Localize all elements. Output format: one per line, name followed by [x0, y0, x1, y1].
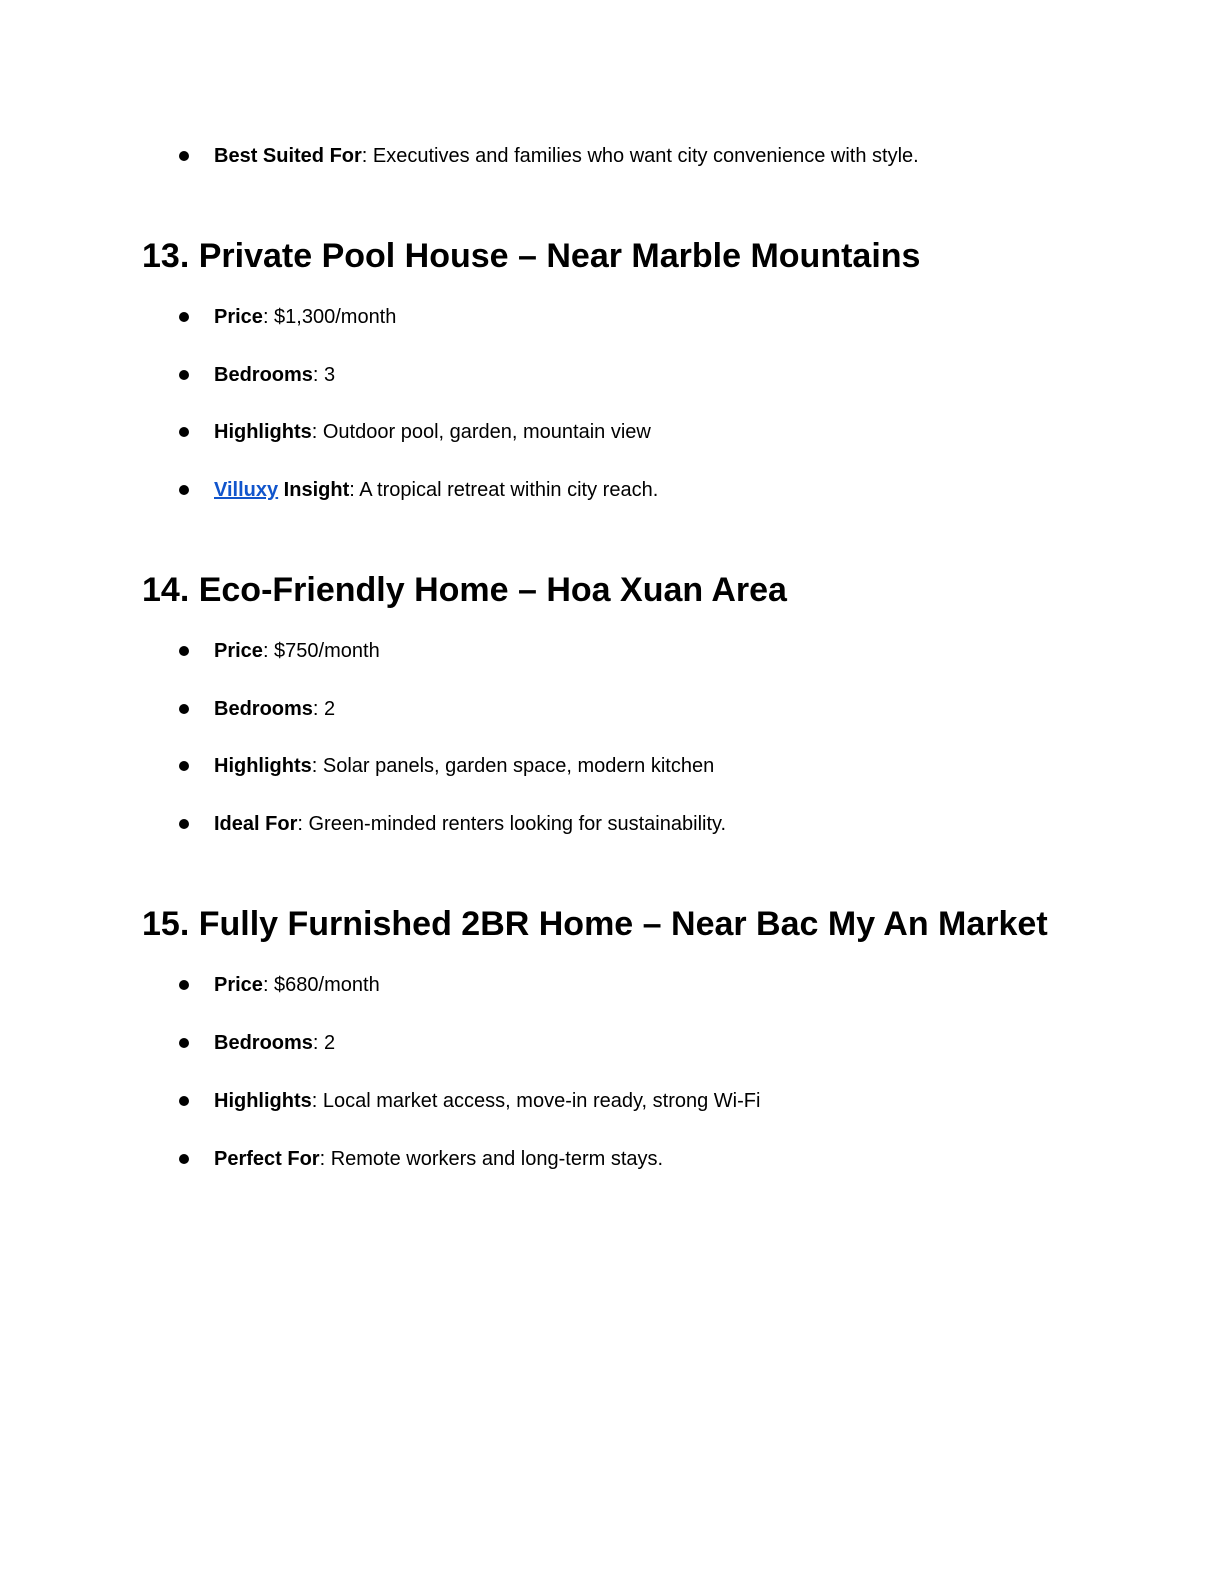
list-item-text [214, 752, 714, 780]
item-value: : $1,300/month [262, 306, 397, 328]
item-value: : 3 [312, 364, 336, 386]
bullet-icon [179, 646, 189, 656]
bullet-icon [179, 485, 189, 495]
item-label: Best Suited For [214, 145, 362, 167]
item-label: Price [214, 974, 263, 996]
item-label: Highlights [214, 421, 312, 443]
bullet-icon [179, 370, 189, 380]
item-value: : Executives and families who want city convenience with style. [361, 145, 919, 167]
item-value: : Green-minded renters looking for sustainability. [297, 813, 727, 835]
bullet-icon [179, 1038, 189, 1048]
bullet-icon [179, 1096, 189, 1106]
item-label: Highlights [214, 755, 312, 777]
item-label: Perfect For [214, 1148, 320, 1170]
section-heading-13: 13. Private Pool House – Near Marble Mountains [142, 237, 921, 275]
bullet-icon [179, 312, 189, 322]
item-value: : 2 [312, 698, 336, 720]
item-label: Price [214, 306, 263, 328]
list-item-text [214, 1145, 663, 1173]
villuxy-link[interactable]: Villuxy [214, 479, 279, 501]
bullet-icon [179, 761, 189, 771]
list-item-text [214, 695, 335, 723]
item-value: : $750/month [262, 640, 380, 662]
item-label: Bedrooms [214, 364, 313, 386]
list-item-text [214, 971, 380, 999]
bullet-icon [179, 704, 189, 714]
item-value: : Outdoor pool, garden, mountain view [311, 421, 651, 443]
item-value: : Remote workers and long-term stays. [319, 1148, 664, 1170]
section-heading-15: 15. Fully Furnished 2BR Home – Near Bac My An Market [142, 905, 1048, 943]
list-item-text [214, 637, 380, 665]
item-label: Bedrooms [214, 698, 313, 720]
list-item-text [214, 1087, 760, 1115]
bullet-icon [179, 151, 189, 161]
list-item-text [214, 1029, 335, 1057]
list-item-text [214, 142, 919, 170]
bullet-icon [179, 980, 189, 990]
item-value: : A tropical retreat within city reach. [349, 479, 659, 501]
section-heading-14: 14. Eco-Friendly Home – Hoa Xuan Area [142, 571, 787, 609]
bullet-icon [179, 427, 189, 437]
list-item-text [214, 418, 651, 446]
list-item-text [214, 476, 658, 504]
item-value: : Solar panels, garden space, modern kitchen [311, 755, 715, 777]
item-label: Bedrooms [214, 1032, 313, 1054]
bullet-icon [179, 819, 189, 829]
item-label: Price [214, 640, 263, 662]
item-value: : Local market access, move-in ready, strong Wi-Fi [311, 1090, 761, 1112]
item-label: Ideal For [214, 813, 298, 835]
list-item-text [214, 303, 396, 331]
item-label: Highlights [214, 1090, 312, 1112]
list-item-text [214, 361, 335, 389]
list-item-text [214, 810, 726, 838]
bullet-icon [179, 1154, 189, 1164]
item-label: Insight [278, 479, 350, 501]
item-value: : 2 [312, 1032, 336, 1054]
item-value: : $680/month [262, 974, 380, 996]
